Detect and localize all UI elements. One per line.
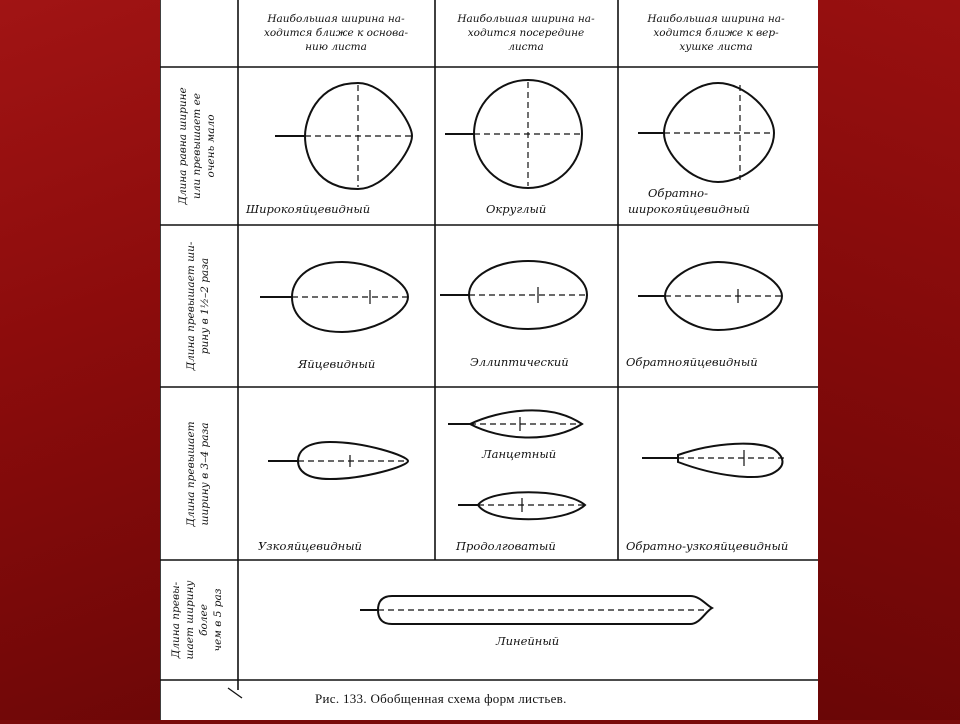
label-lanceolate: Ланцетный <box>482 447 557 461</box>
col-header-2-line1: Наибольшая ширина на- <box>457 13 595 25</box>
label-obovate: Обратнояйцевидный <box>626 355 758 369</box>
row-header-3-line1: Длина превышает <box>185 421 197 527</box>
row-header-3-line2: ширину в 3–4 раза <box>199 422 211 526</box>
row-header-1 <box>177 87 217 205</box>
row-header-2-line2: рину в 1½–2 раза <box>199 257 211 355</box>
col-header-1-line1: Наибольшая ширина на- <box>267 13 405 25</box>
shape-round <box>445 80 582 188</box>
row-header-4 <box>170 580 224 660</box>
row-header-2-line1: Длина превышает ши- <box>185 241 197 371</box>
label-broad-obovate-line1: Обратно- <box>648 186 708 200</box>
col-header-2-line3: листа <box>508 41 544 53</box>
column-headers <box>264 13 785 53</box>
leaf-shape-diagram <box>160 0 818 720</box>
shape-obovate <box>638 262 782 330</box>
row-header-1-line3: очень мало <box>205 114 217 178</box>
label-oblong: Продолговатый <box>456 539 556 553</box>
col-header-2-line2: ходится посередине <box>467 27 585 39</box>
label-elliptic: Эллиптический <box>470 355 569 369</box>
shape-ovate <box>260 262 408 332</box>
label-broad-ovate: Широкояйцевидный <box>246 202 371 216</box>
shape-oblong <box>458 492 585 519</box>
corner-tick <box>228 688 242 698</box>
background-left <box>0 0 160 720</box>
shape-narrow-ovate <box>268 442 408 479</box>
shape-lanceolate <box>448 410 582 437</box>
figure-sheet <box>160 0 818 720</box>
shape-narrow-obovate <box>642 444 784 477</box>
col-header-3-line3: хушке листа <box>679 41 753 53</box>
col-header-3-line1: Наибольшая ширина на- <box>647 13 785 25</box>
shape-broad-ovate <box>275 83 412 189</box>
col-header-1-line2: ходится ближе к основа- <box>263 27 409 39</box>
label-ovate: Яйцевидный <box>298 357 376 371</box>
row-header-4-line1: Длина превы- <box>170 581 182 659</box>
col-header-3-line2: ходится ближе к вер- <box>653 27 779 39</box>
label-narrow-obovate: Обратно-узкояйцевидный <box>626 539 789 553</box>
shape-elliptic <box>440 261 587 329</box>
figure-caption: Рис. 133. Обобщенная схема форм листьев. <box>315 691 567 706</box>
row-header-4-line3: более <box>198 604 210 636</box>
background-right <box>818 0 960 720</box>
row-headers <box>170 87 224 659</box>
row-header-3 <box>185 421 211 527</box>
label-linear: Линейный <box>496 634 560 648</box>
shape-linear <box>360 596 712 624</box>
shape-labels <box>245 186 788 648</box>
label-round: Округлый <box>486 202 547 216</box>
row-header-1-line2: или превышает ее <box>191 92 203 200</box>
row-header-1-line1: Длина равна ширине <box>177 87 189 205</box>
label-narrow-ovate: Узкояйцевидный <box>258 539 362 553</box>
col-header-1-line3: нию листа <box>305 41 367 53</box>
row-header-2 <box>185 241 211 371</box>
row-header-4-line4: чем в 5 раз <box>212 588 224 652</box>
label-broad-obovate-line2: широкояйцевидный <box>628 202 750 216</box>
shape-broad-obovate <box>638 83 774 182</box>
row-header-4-line2: шает ширину <box>184 580 196 660</box>
